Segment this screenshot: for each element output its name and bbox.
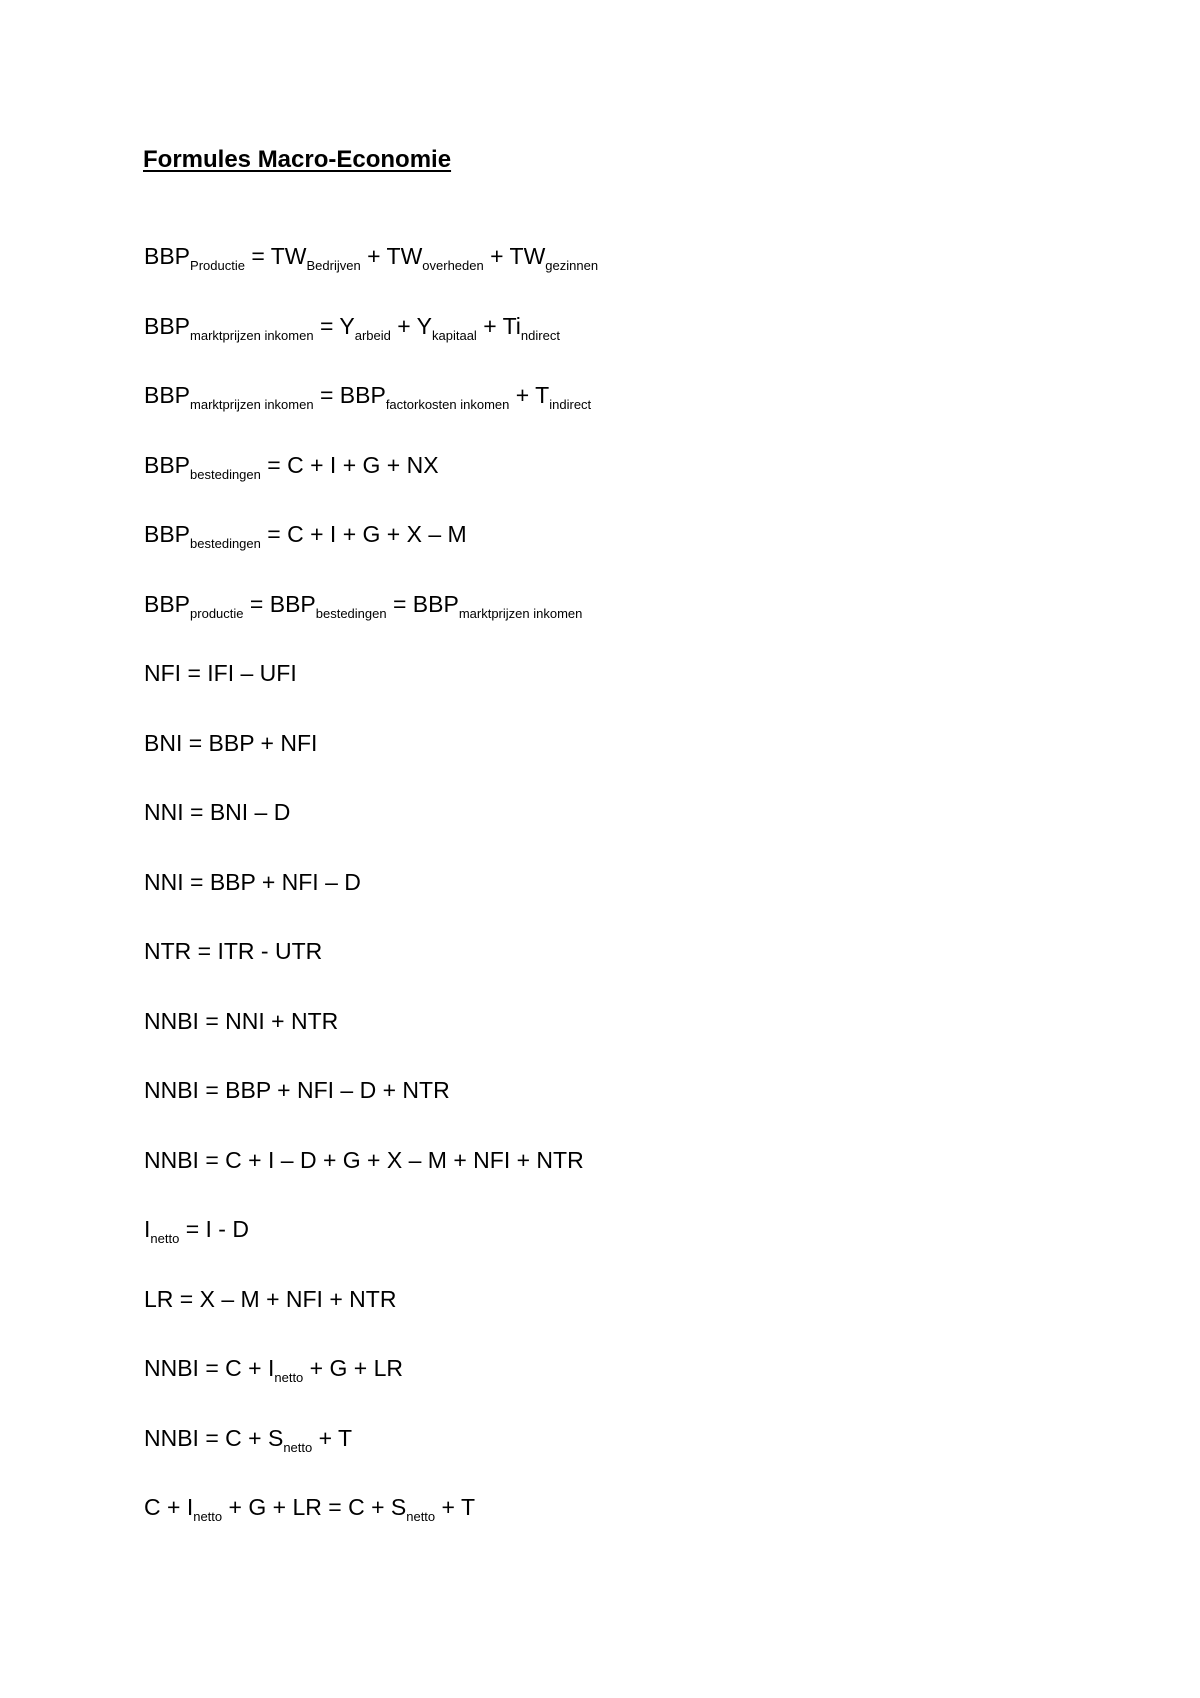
formula-line xyxy=(144,312,598,382)
formula-text: NTR = ITR - UTR xyxy=(144,938,323,964)
formula-subscript: bestedingen xyxy=(315,605,387,621)
formula-text: BBP xyxy=(144,590,191,617)
formula-text: = C + I + G + NX xyxy=(260,451,439,478)
formula-line xyxy=(144,590,598,660)
formula-line xyxy=(144,1285,598,1355)
formula-subscript: productie xyxy=(190,605,244,621)
formula-subscript: factorkosten inkomen xyxy=(385,397,510,412)
formula-line xyxy=(144,1424,598,1494)
formula-text: + T xyxy=(435,1494,476,1520)
formula-text: BBP xyxy=(144,243,191,269)
formula-text: = Y xyxy=(313,312,355,339)
formula-text: BBP xyxy=(144,382,191,408)
formula-text: = C + I + G + X – M xyxy=(260,521,467,547)
formula-text: NNBI = BBP + NFI – D + NTR xyxy=(144,1077,450,1103)
formula-subscript: gezinnen xyxy=(545,258,599,273)
formula-text: + T xyxy=(312,1424,353,1451)
formula-text: BBP xyxy=(144,312,191,339)
formula-list xyxy=(144,242,598,1563)
formula-text: BBP xyxy=(144,521,191,547)
formula-text: = I - D xyxy=(179,1216,249,1242)
formula-text: NNBI = NNI + NTR xyxy=(144,1007,339,1034)
formula-subscript: marktprijzen inkomen xyxy=(190,397,314,412)
formula-subscript: netto xyxy=(193,1509,223,1524)
formula-text: NFI = IFI – UFI xyxy=(144,660,297,686)
formula-text: I xyxy=(144,1216,151,1242)
formula-text: NNI = BBP + NFI – D xyxy=(144,868,361,895)
formula-text: + G + LR xyxy=(303,1355,404,1381)
formula-line xyxy=(144,1146,598,1216)
formula-line xyxy=(144,937,598,1007)
formula-text: + G + LR = C + S xyxy=(222,1494,407,1520)
formula-text: NNI = BNI – D xyxy=(144,799,291,825)
formula-subscript: Productie xyxy=(190,258,245,273)
formula-text: C + I xyxy=(144,1494,194,1520)
formula-text: = BBP xyxy=(243,590,316,617)
formula-line xyxy=(144,1354,598,1424)
formula-subscript: bestedingen xyxy=(190,466,261,482)
formula-line xyxy=(144,242,598,312)
formula-subscript: netto xyxy=(406,1509,436,1524)
page-title: Formules Macro-Economie xyxy=(143,146,452,173)
formula-text: NNBI = C + I – D + G + X – M + NFI + NTR xyxy=(144,1146,584,1173)
formula-text: LR = X – M + NFI + NTR xyxy=(144,1285,397,1312)
formula-line xyxy=(144,798,598,868)
formula-subscript: marktprijzen inkomen xyxy=(190,327,314,343)
formula-subscript: arbeid xyxy=(354,327,391,343)
formula-line xyxy=(144,1076,598,1146)
formula-text: = BBP xyxy=(386,590,459,617)
formula-line xyxy=(144,729,598,799)
formula-line xyxy=(144,1215,598,1285)
formula-subscript: netto xyxy=(274,1370,304,1385)
formula-subscript: ndirect xyxy=(520,327,560,343)
formula-text: + T xyxy=(509,382,550,408)
formula-text: BNI = BBP + NFI xyxy=(144,729,318,756)
formula-line xyxy=(144,451,598,521)
formula-line xyxy=(144,1493,598,1563)
formula-text: NNBI = C + S xyxy=(144,1424,284,1451)
formula-subscript: marktprijzen inkomen xyxy=(458,605,583,621)
formula-text: = TW xyxy=(244,243,307,269)
formula-line xyxy=(144,868,598,938)
formula-subscript: netto xyxy=(150,1231,180,1246)
formula-subscript: kapitaal xyxy=(432,327,477,343)
formula-subscript: bestedingen xyxy=(190,536,261,551)
formula-text: NNBI = C + I xyxy=(144,1355,275,1381)
formula-text: + Ti xyxy=(476,312,521,339)
formula-subscript: indirect xyxy=(549,397,592,412)
formula-line xyxy=(144,520,598,590)
formula-text: + TW xyxy=(360,243,423,269)
formula-text: + TW xyxy=(483,243,546,269)
formula-line xyxy=(144,659,598,729)
formula-subscript: netto xyxy=(283,1439,313,1455)
formula-text: + Y xyxy=(390,312,432,339)
formula-subscript: Bedrijven xyxy=(306,258,361,273)
formula-line xyxy=(144,1007,598,1077)
formula-subscript: overheden xyxy=(422,258,484,273)
formula-text: BBP xyxy=(144,451,191,478)
formula-line xyxy=(144,381,598,451)
formula-text: = BBP xyxy=(313,382,386,408)
